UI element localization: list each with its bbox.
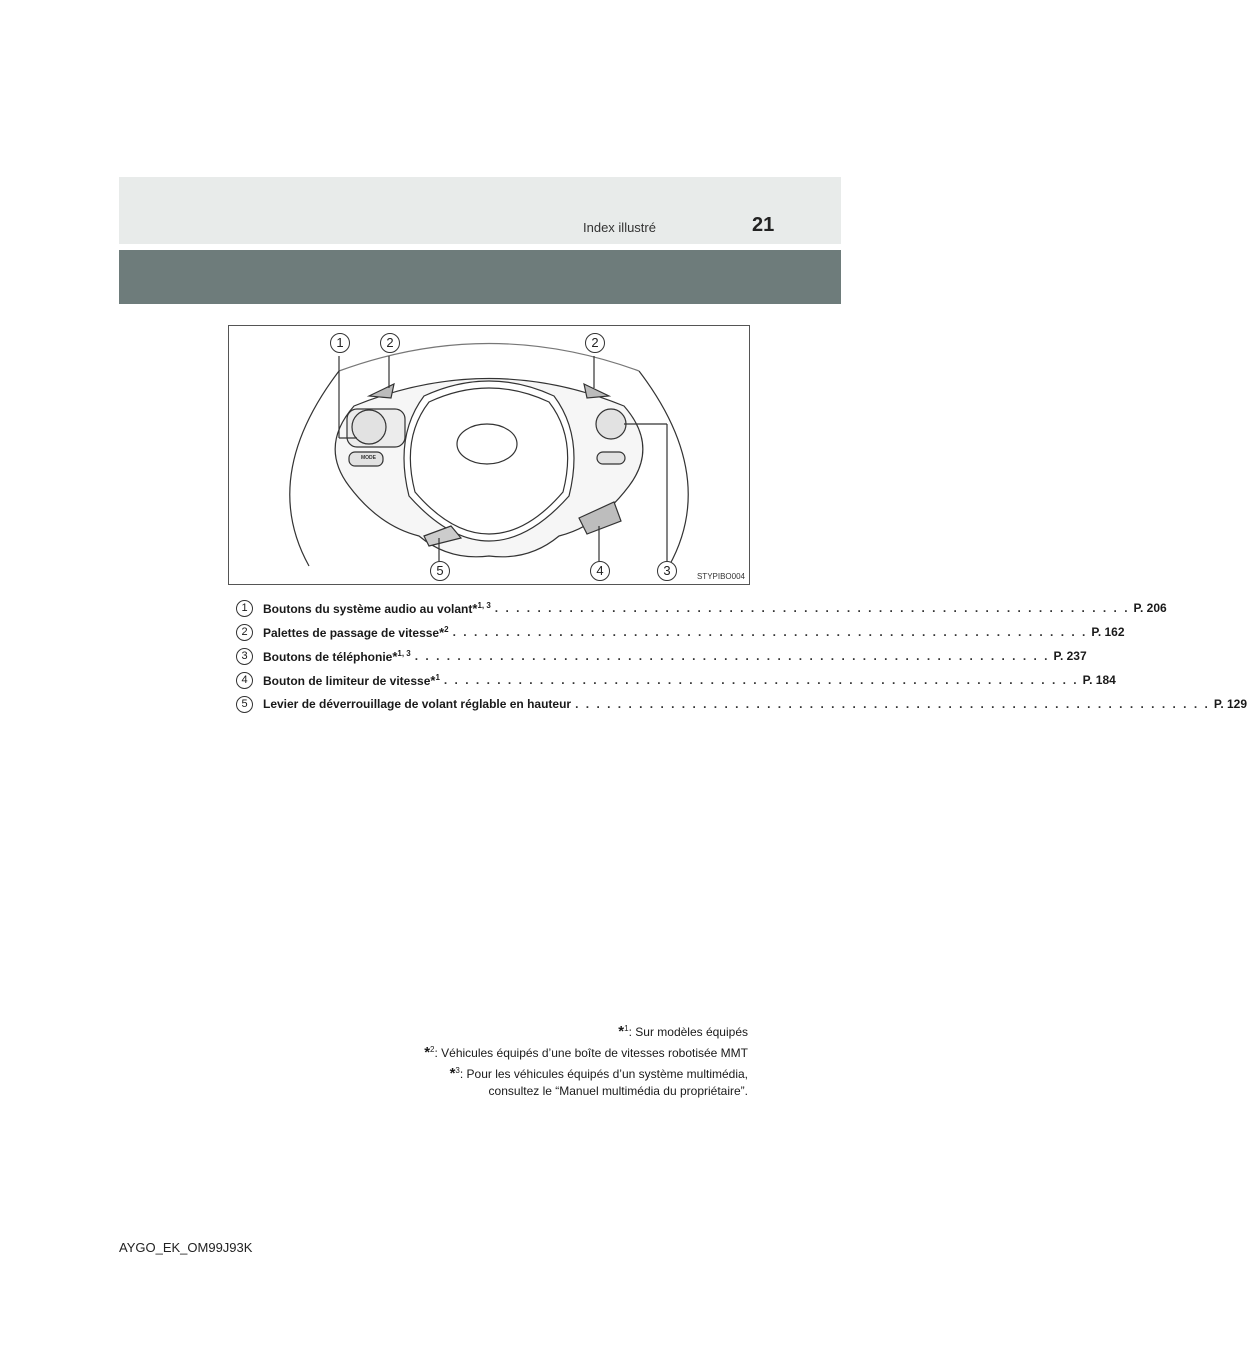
legend-label: Boutons du système audio au volant*$^{1, 3}$ [263, 600, 491, 616]
leader-dots: . . . . . . . . . . . . . . . . . . . . . . . . . . . . . . . . . . . . . . . . . . . . . . . . . . . . . . . . . . . . [443, 673, 1079, 687]
legend-item [236, 692, 1247, 716]
header-band [119, 177, 841, 244]
legend-list [236, 596, 1247, 716]
section-title: Index illustré [583, 220, 656, 235]
legend-label: Palettes de passage de vitesse*$^2$ [263, 624, 449, 640]
mode-button-text: MODE [361, 455, 376, 461]
callout-3: 3 [657, 561, 677, 581]
legend-item [236, 620, 1125, 644]
callout-2-left: 2 [380, 333, 400, 353]
page-reference[interactable]: P. 129 [1213, 697, 1247, 711]
figure-code: STYPIBO004 [696, 572, 745, 581]
legend-label: Bouton de limiteur de vitesse*$^1$ [263, 672, 440, 688]
legend-label: Boutons de téléphonie*$^{1, 3}$ [263, 648, 411, 664]
legend-number: 5 [236, 696, 253, 713]
legend-number: 2 [236, 624, 253, 641]
steering-wheel-illustration [229, 326, 749, 584]
footnote: *$^2$: Véhicules équipés d’une boîte de vitesses robotisée MMT [424, 1044, 748, 1061]
page-number: 21 [752, 214, 775, 236]
document-code: AYGO_EK_OM99J93K [119, 1240, 253, 1255]
steering-wheel-figure [228, 325, 750, 585]
footnotes [328, 1020, 748, 1100]
header-dark-band [119, 250, 841, 304]
callout-5: 5 [430, 561, 450, 581]
leader-dots: . . . . . . . . . . . . . . . . . . . . . . . . . . . . . . . . . . . . . . . . . . . . . . . . . . . . . . . . . . . . [452, 625, 1088, 639]
footnote: *$^3$: Pour les véhicules équipés d’un système multimédia, consultez le “Manuel multimédia du propriétaire”. [449, 1065, 748, 1098]
legend-number: 3 [236, 648, 253, 665]
legend-number: 1 [236, 600, 253, 617]
legend-item [236, 644, 1087, 668]
leader-dots: . . . . . . . . . . . . . . . . . . . . . . . . . . . . . . . . . . . . . . . . . . . . . . . . . . . . . . . . . . . . [414, 649, 1050, 663]
page-reference[interactable]: P. 237 [1053, 649, 1087, 663]
leader-dots: . . . . . . . . . . . . . . . . . . . . . . . . . . . . . . . . . . . . . . . . . . . . . . . . . . . . . . . . . . . . [575, 697, 1210, 711]
page-reference[interactable]: P. 162 [1091, 625, 1125, 639]
callout-2-right: 2 [585, 333, 605, 353]
footnote: *$^1$: Sur modèles équipés [618, 1023, 748, 1040]
callout-4: 4 [590, 561, 610, 581]
legend-item [236, 668, 1116, 692]
legend-label: Levier de déverrouillage de volant réglable en hauteur [263, 697, 572, 711]
legend-item [236, 596, 1167, 620]
page-reference[interactable]: P. 184 [1082, 673, 1116, 687]
callout-1: 1 [330, 333, 350, 353]
page-reference[interactable]: P. 206 [1133, 601, 1167, 615]
leader-dots: . . . . . . . . . . . . . . . . . . . . . . . . . . . . . . . . . . . . . . . . . . . . . . . . . . . . . . . . . . . . [494, 601, 1130, 615]
legend-number: 4 [236, 672, 253, 689]
